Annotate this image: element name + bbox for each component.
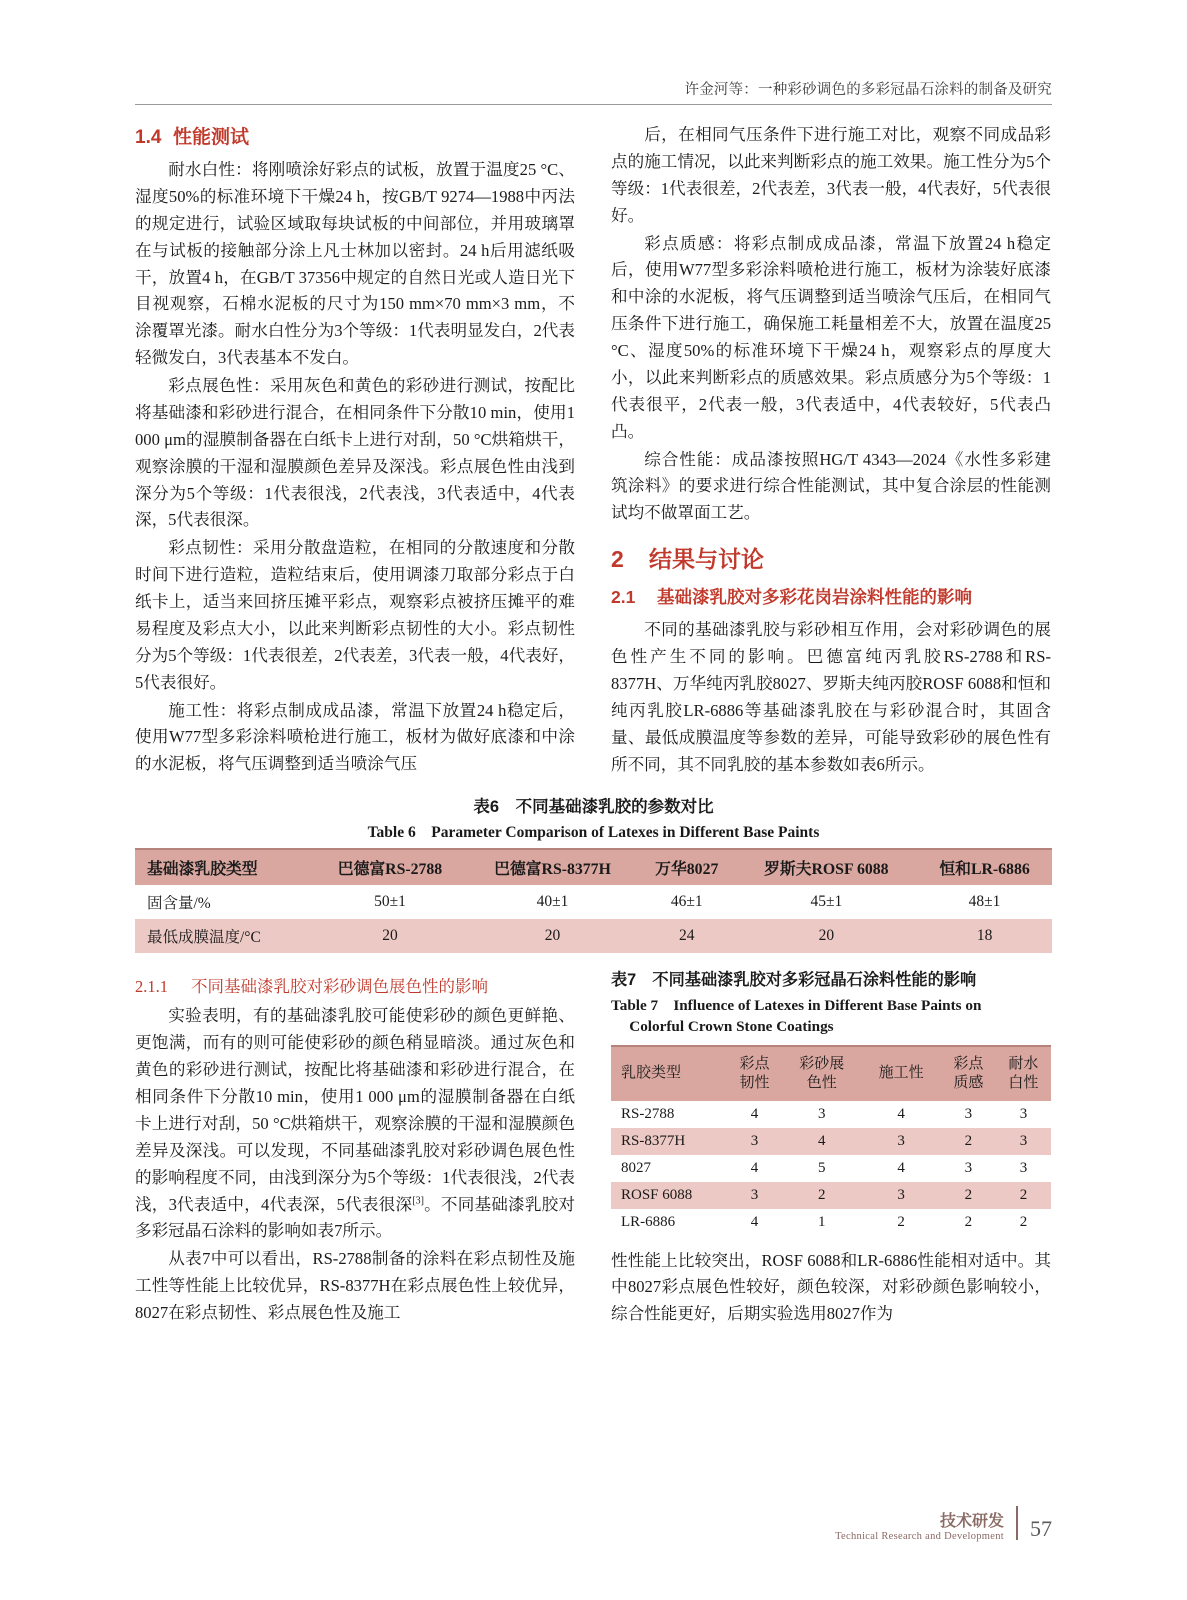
paragraph: 后，在相同气压条件下进行施工对比，观察不同成品彩点的施工情况，以此来判断彩点的施工效果。施工性分为5个等级：1代表很差，2代表差，3代表一般，4代表好，5代表很好。 bbox=[611, 125, 1051, 225]
section-heading-2 bbox=[611, 541, 1051, 574]
table-row bbox=[611, 1209, 1051, 1236]
table-cell: 4 bbox=[782, 1128, 861, 1155]
section-title: 不同基础漆乳胶对彩砂调色展色性的影响 bbox=[191, 977, 488, 997]
table-header-cell: 彩砂展 色性 bbox=[782, 1046, 861, 1101]
left-column-bottom bbox=[135, 969, 575, 1329]
table-cell: 3 bbox=[996, 1155, 1051, 1182]
table-cell: 3 bbox=[782, 1101, 861, 1128]
right-column-bottom bbox=[611, 969, 1051, 1329]
table-header-cell: 彩点 韧性 bbox=[727, 1046, 782, 1101]
table-cell: 40±1 bbox=[467, 885, 638, 919]
table-cell: 2 bbox=[861, 1209, 940, 1236]
table-header-cell: 乳胶类型 bbox=[611, 1046, 727, 1101]
right-column-top bbox=[611, 122, 1051, 779]
page-footer bbox=[835, 1506, 1052, 1542]
table-7 bbox=[611, 1045, 1051, 1236]
table-cell: 3 bbox=[861, 1128, 940, 1155]
table-row bbox=[135, 885, 1052, 919]
table-cell: 2 bbox=[996, 1182, 1051, 1209]
table-header-row bbox=[611, 1046, 1051, 1101]
table-header-cell: 巴德富RS-8377H bbox=[467, 849, 638, 885]
table-cell: LR-6886 bbox=[611, 1209, 727, 1236]
table-header-cell: 罗斯夫ROSF 6088 bbox=[736, 849, 918, 885]
header-divider bbox=[135, 104, 1052, 105]
table-cell: 2 bbox=[782, 1182, 861, 1209]
section-title: 基础漆乳胶对多彩花岗岩涂料性能的影响 bbox=[657, 587, 972, 608]
table-cell: 2 bbox=[941, 1128, 996, 1155]
table-row bbox=[611, 1101, 1051, 1128]
paragraph: 从表7中可以看出，RS-2788制备的涂料在彩点韧性及施工性等性能上比较优异，RS-8377H在彩点展色性上较优异，8027在彩点韧性、彩点展色性及施工 bbox=[135, 1249, 575, 1322]
paragraph: 施工性：将彩点制成成品漆，常温下放置24 h稳定后，使用W77型多彩涂料喷枪进行施工，板材为做好底漆和中涂的水泥板，将气压调整到适当喷涂气压 bbox=[135, 700, 575, 774]
table-cell: 4 bbox=[861, 1155, 940, 1182]
table-cell: 3 bbox=[727, 1128, 782, 1155]
section-title: 结果与讨论 bbox=[649, 546, 764, 573]
table-cell: 8027 bbox=[611, 1155, 727, 1182]
table-cell: 5 bbox=[782, 1155, 861, 1182]
footer-brand-en: Technical Research and Development bbox=[835, 1531, 1004, 1542]
paragraph: 不同的基础漆乳胶与彩砂相互作用，会对彩砂调色的展色性产生不同的影响。巴德富纯丙乳胶RS-2788和RS-8377H、万华纯丙乳胶8027、罗斯夫纯丙胶ROSF 6088和恒和纯丙乳胶LR-6886等基础漆乳胶在与彩砂混合时，其固含量、最低成膜温度等参数的差异，可能导致彩砂的展色性有所不同，其不同乳胶的基本参数如表6所示。 bbox=[611, 620, 1051, 774]
section-heading-1-4 bbox=[135, 122, 575, 149]
table-cell: 4 bbox=[727, 1209, 782, 1236]
table-cell: 最低成膜温度/°C bbox=[135, 919, 313, 953]
table-header-cell: 巴德富RS-2788 bbox=[313, 849, 467, 885]
table-6-block bbox=[135, 793, 1052, 953]
table-cell: 46±1 bbox=[638, 885, 736, 919]
section-title: 性能测试 bbox=[173, 127, 250, 148]
table-cell: 24 bbox=[638, 919, 736, 953]
table-cell: 3 bbox=[996, 1101, 1051, 1128]
table-cell: RS-8377H bbox=[611, 1128, 727, 1155]
section-number: 2.1.1 bbox=[135, 977, 168, 997]
table-6 bbox=[135, 848, 1052, 953]
table-cell: 18 bbox=[917, 919, 1052, 953]
paragraph: 彩点韧性：采用分散盘造粒，在相同的分散速度和分散时间下进行造粒，造粒结束后，使用调漆刀取部分彩点于白纸卡上，适当来回挤压摊平彩点，观察彩点被挤压摊平的难易程度及彩点大小，以此来判断彩点韧性的大小。彩点韧性分为5个等级：1代表很差，2代表差，3代表一般，4代表好，5代表很好。 bbox=[135, 538, 575, 692]
running-header: 许金河等：一种彩砂调色的多彩冠晶石涂料的制备及研究 bbox=[684, 82, 1052, 98]
table-7-title-cn: 表7 不同基础漆乳胶对多彩冠晶石涂料性能的影响 bbox=[611, 971, 977, 990]
table-cell: 3 bbox=[861, 1182, 940, 1209]
table-header-row bbox=[135, 849, 1052, 885]
paragraph: 彩点展色性：采用灰色和黄色的彩砂进行测试，按配比将基础漆和彩砂进行混合，在相同条件下分散10 min，使用1 000 μm的湿膜制备器在白纸卡上进行对刮，50 °C烘箱烘干，观察涂膜的干湿和湿膜颜色差异及深浅。彩点展色性由浅到深分为5个等级：1代表很浅，2代表浅，3代表适中，4代表深，5代表很深。 bbox=[135, 376, 575, 530]
table-cell: 20 bbox=[313, 919, 467, 953]
section-number: 2.1 bbox=[611, 587, 636, 608]
section-number: 1.4 bbox=[135, 127, 162, 148]
table-cell: 3 bbox=[996, 1128, 1051, 1155]
paragraph: 耐水白性：将刚喷涂好彩点的试板，放置于温度25 °C、湿度50%的标准环境下干燥24 h，按GB/T 9274—1988中丙法的规定进行，试验区域取每块试板的中间部位，并用玻璃罩在与试板的接触部分涂上凡士林加以密封。24 h后用滤纸吸干，放置4 h，在GB/T 37356中规定的自然日光或人造日光下目视观察，石棉水泥板的尺寸为150 mm×70 mm×3 mm，不涂覆罩光漆。耐水白性分为3个等级：1代表明显发白，2代表轻微发白，3代表基本不发白。 bbox=[135, 160, 575, 368]
table-cell: 2 bbox=[941, 1182, 996, 1209]
left-column-top bbox=[135, 122, 575, 779]
table-cell: 4 bbox=[861, 1101, 940, 1128]
table-cell: 2 bbox=[996, 1209, 1051, 1236]
page-content bbox=[135, 122, 1052, 1329]
paragraph: 综合性能：成品漆按照HG/T 4343—2024《水性多彩建筑涂料》的要求进行综合性能测试，其中复合涂层的性能测试均不做罩面工艺。 bbox=[611, 449, 1051, 523]
table-cell: 3 bbox=[727, 1182, 782, 1209]
page-number: 57 bbox=[1030, 1516, 1052, 1541]
table-cell: 2 bbox=[941, 1209, 996, 1236]
table-row bbox=[611, 1128, 1051, 1155]
table-row bbox=[611, 1155, 1051, 1182]
table-header-cell: 耐水 白性 bbox=[996, 1046, 1051, 1101]
table-cell: 固含量/% bbox=[135, 885, 313, 919]
table-header-cell: 恒和LR-6886 bbox=[917, 849, 1052, 885]
table-row bbox=[611, 1182, 1051, 1209]
table-header-cell: 彩点 质感 bbox=[941, 1046, 996, 1101]
footer-brand-cn: 技术研发 bbox=[939, 1512, 1004, 1530]
paragraph: 实验表明，有的基础漆乳胶可能使彩砂的颜色更鲜艳、更饱满，而有的则可能使彩砂的颜色稍显暗淡。通过灰色和黄色的彩砂进行测试，按配比将基础漆和彩砂进行混合，在相同条件下分散10 min，使用1 000 μm的湿膜制备器在白纸卡上进行对刮，50 °C烘箱烘干，观察涂膜的干湿和湿膜颜色差异及深浅。可以发现，不同基础漆乳胶对彩砂调色展色性的影响程度不同，由浅到深分为5个等级：1代表很浅，2代表浅，3代表适中，4代表深，5代表很深[3]。不同基础漆乳胶对多彩冠晶石涂料的影响如表7所示。 bbox=[135, 1006, 576, 1241]
bottom-two-column-area bbox=[135, 969, 1052, 1329]
section-heading-2-1 bbox=[611, 584, 1051, 609]
table-cell: 48±1 bbox=[917, 885, 1052, 919]
table-cell: 45±1 bbox=[736, 885, 918, 919]
footer-divider bbox=[1016, 1506, 1018, 1540]
section-number: 2 bbox=[611, 546, 624, 573]
table-cell: 20 bbox=[736, 919, 918, 953]
table-cell: 4 bbox=[727, 1155, 782, 1182]
table-cell: 3 bbox=[941, 1101, 996, 1128]
table-cell: 4 bbox=[727, 1101, 782, 1128]
table-header-cell: 基础漆乳胶类型 bbox=[135, 849, 313, 885]
paragraph: 彩点质感：将彩点制成成品漆，常温下放置24 h稳定后，使用W77型多彩涂料喷枪进行施工，板材为涂装好底漆和中涂的水泥板，将气压调整到适当喷涂气压后，在相同气压条件下进行施工，确保施工耗量相差不大，放置在温度25 °C、湿度50%的标准环境下干燥24 h，观察彩点的厚度大小，以此来判断彩点的质感效果。彩点质感分为5个等级：1代表很平，2代表一般，3代表适中，4代表较好，5代表凸凸。 bbox=[611, 233, 1051, 441]
table-cell: 3 bbox=[941, 1155, 996, 1182]
paragraph: 性性能上比较突出，ROSF 6088和LR-6886性能相对适中。其中8027彩点展色性较好，颜色较深，对彩砂颜色影响较小，综合性能更好，后期实验选用8027作为 bbox=[611, 1250, 1051, 1324]
table-cell: RS-2788 bbox=[611, 1101, 727, 1128]
table-cell: 50±1 bbox=[313, 885, 467, 919]
table-7-title-en-line1: Table 7 Influence of Latexes in Different Base Paints on bbox=[611, 997, 982, 1015]
table-header-cell: 万华8027 bbox=[638, 849, 736, 885]
table-cell: 20 bbox=[467, 919, 638, 953]
table-header-cell: 施工性 bbox=[861, 1046, 940, 1101]
table-6-title-en: Table 6 Parameter Comparison of Latexes in Different Base Paints bbox=[367, 824, 820, 842]
section-heading-2-1-1 bbox=[135, 973, 575, 997]
table-7-title-en-line2: Colorful Crown Stone Coatings bbox=[629, 1017, 834, 1035]
table-7-title-en bbox=[611, 996, 1051, 1037]
top-two-column-area bbox=[135, 122, 1052, 779]
table-cell: ROSF 6088 bbox=[611, 1182, 727, 1209]
table-row bbox=[135, 919, 1052, 953]
table-cell: 1 bbox=[782, 1209, 861, 1236]
table-6-title-cn: 表6 不同基础漆乳胶的参数对比 bbox=[473, 798, 714, 817]
